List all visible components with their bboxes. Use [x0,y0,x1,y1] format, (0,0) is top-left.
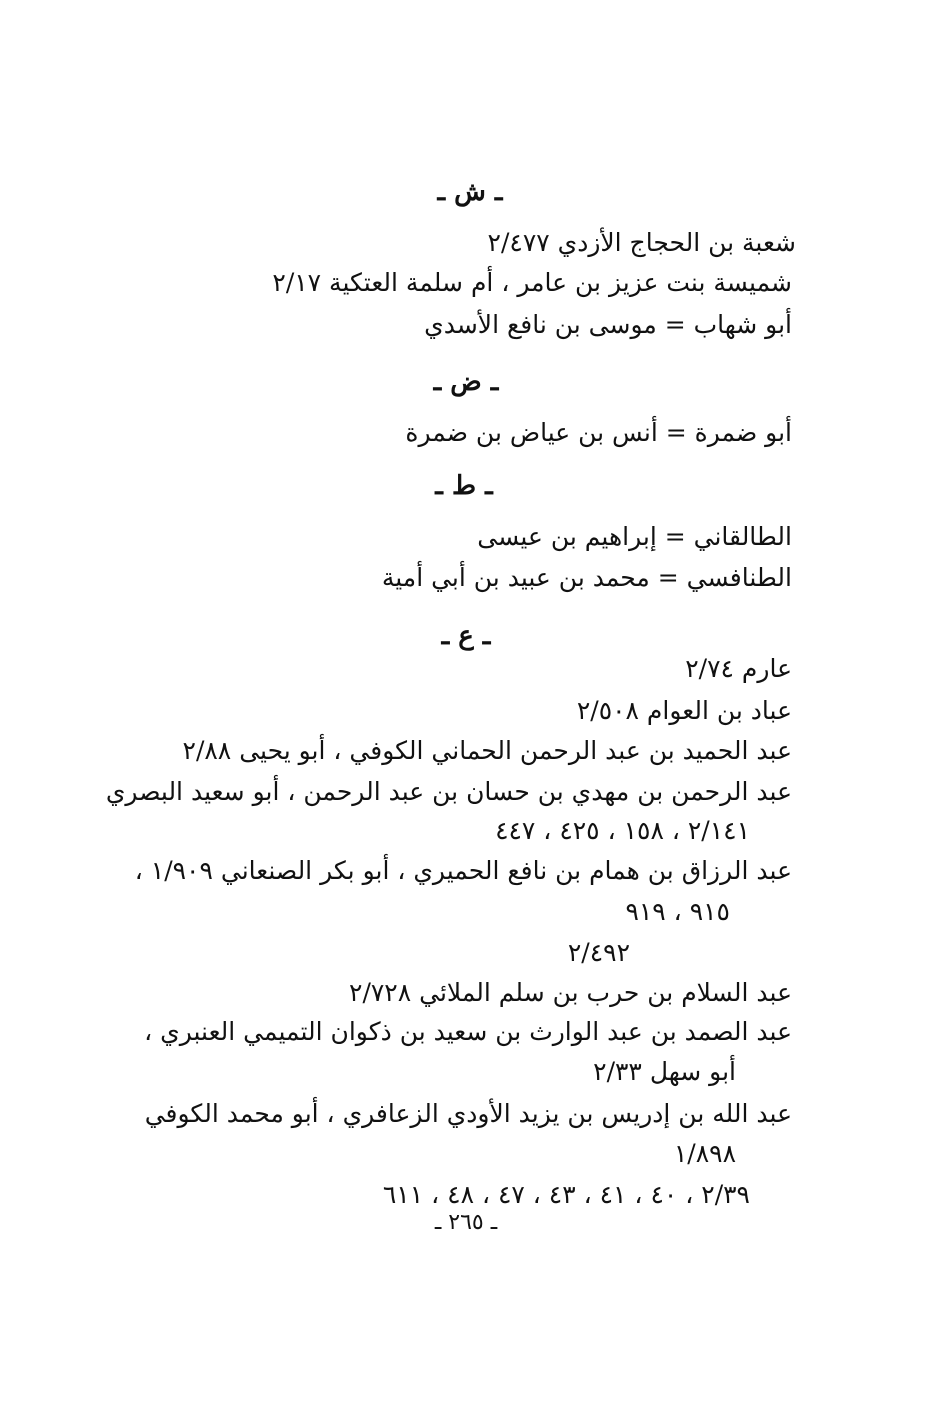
index-entry: عبد الصمد بن عبد الوارث بن سعيد بن ذكوان التميمي العنبري ، [144,1017,792,1046]
index-entry: الطالقاني = إبراهيم بن عيسى [477,522,792,551]
index-entry: عبد السلام بن حرب بن سلم الملائي ٢/٧٢٨ [349,978,792,1007]
index-entry: عبد الرحمن بن مهدي بن حسان بن عبد الرحمن ، أبو سعيد البصري [105,777,792,806]
index-entry: عباد بن العوام ٢/٥٠٨ [576,696,792,725]
index-entry: عبد الرزاق بن همام بن نافع الحميري ، أبو بكر الصنعاني ١/٩٠٩ ، [134,856,792,885]
index-entry-continuation: ٢/١٤١ ، ١٥٨ ، ٤٢٥ ، ٤٤٧ [495,816,750,845]
index-entry: أبو شهاب = موسى بن نافع الأسدي [424,310,792,339]
index-entry-continuation: ٢/٤٩٢ [567,938,630,967]
section-heading-ta: ـ ط ـ [435,471,493,501]
index-entry: الطنافسي = محمد بن عبيد بن أبي أمية [381,563,792,592]
index-entry: شعبة بن الحجاج الأزدي ٢/٤٧٧ [487,228,796,257]
index-entry: عارم ٢/٧٤ [685,654,792,683]
index-entry: أبو ضمرة = أنس بن عياض بن ضمرة [405,418,792,447]
index-entry: عبد الحميد بن عبد الرحمن الحماني الكوفي ، أبو يحيى ٢/٨٨ [182,736,792,765]
section-heading-ain: ـ ع ـ [441,621,491,651]
section-heading-shin: ـ ش ـ [437,177,503,207]
index-entry-continuation: ١/٨٩٨ [673,1139,736,1168]
index-entry: شميسة بنت عزيز بن عامر ، أم سلمة العتكية ٢/١٧ [272,268,792,297]
section-heading-dad: ـ ض ـ [433,367,499,397]
page-number: ـ ٢٦٥ ـ [434,1210,498,1235]
index-entry: عبد الله بن إدريس بن يزيد الأودي الزعافري ، أبو محمد الكوفي [144,1099,792,1128]
index-entry-continuation: ٢/٣٩ ، ٤٠ ، ٤١ ، ٤٣ ، ٤٧ ، ٤٨ ، ٦١١ [382,1180,750,1209]
index-entry-continuation: أبو سهل ٢/٣٣ [593,1057,736,1086]
index-entry-continuation: ٩١٥ ، ٩١٩ [625,897,730,926]
